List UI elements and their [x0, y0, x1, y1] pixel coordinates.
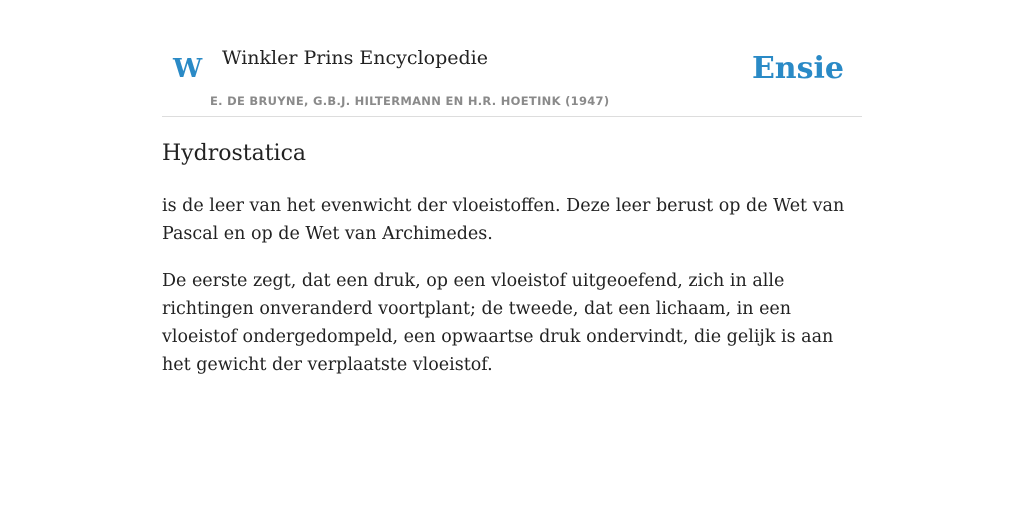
article-paragraph-1: is de leer van het evenwicht der vloeistoffen. Deze leer berust op de Wet van Pascal en op de Wet van Archimedes. [162, 196, 845, 244]
winkler-prins-logo[interactable]: W [173, 54, 203, 84]
article-content [162, 138, 862, 379]
source-title[interactable]: Winkler Prins Encyclopedie [222, 47, 488, 69]
source-header [162, 36, 862, 117]
article-title: Hydrostatica [162, 141, 307, 166]
source-authors: E. DE BRUYNE, G.B.J. HILTERMANN EN H.R. HOETINK (1947) [210, 94, 610, 108]
article-paragraph-2: De eerste zegt, dat een druk, op een vloeistof uitgeoefend, zich in alle richtingen onveranderd voortplant; de tweede, dat een lichaam, in een vloeistof ondergedompeld, een opwaartse druk ondervindt, die gelijk is aan het gewicht der verplaatste vloeistof. [162, 271, 834, 375]
ensie-logo[interactable]: Ensie [751, 51, 844, 86]
